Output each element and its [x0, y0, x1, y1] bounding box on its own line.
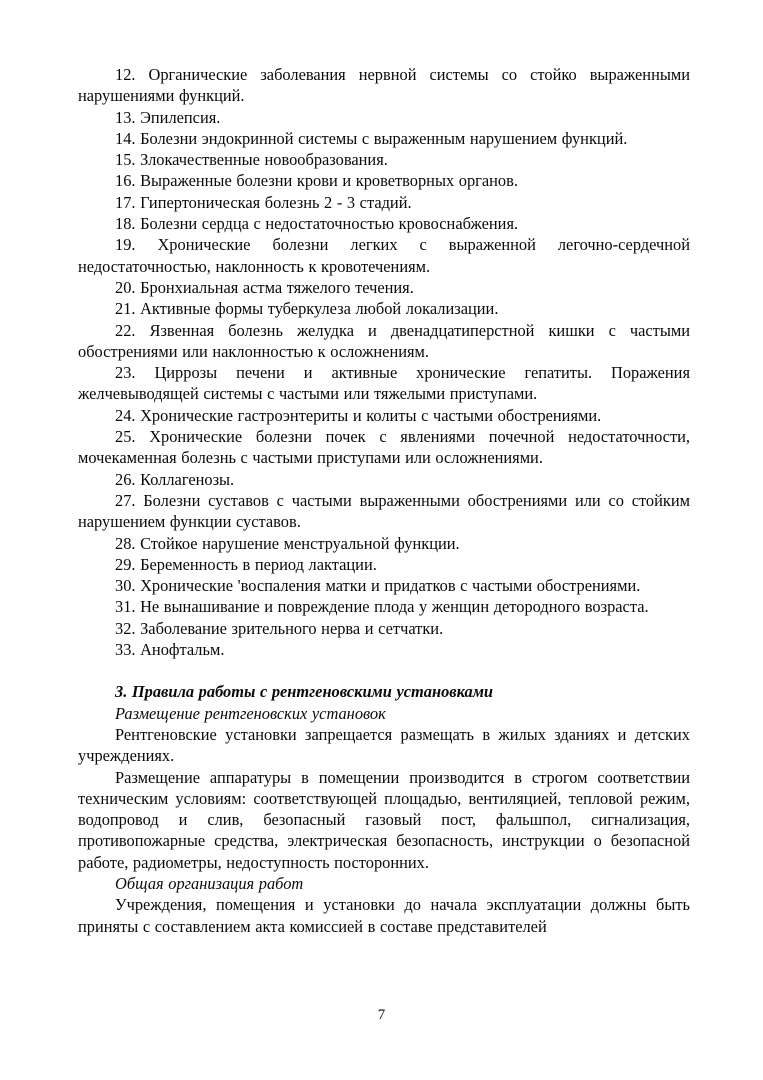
paragraph: Размещение аппаратуры в помещении производится в строгом соответствии техническим условиям: соответствующей площадью, вентиляцией, тепловой режим, водопровод и слив, безопасный газовый пост, фальшпол, сигнализация, противопожарные средства, электрическая безопасность, инструкции о безопасной работе, радиометры, недоступность посторонних.	[78, 767, 690, 872]
paragraph: Учреждения, помещения и установки до начала эксплуатации должны быть приняты с составлением акта комиссией в составе представителей	[78, 895, 690, 936]
paragraph: 16. Выраженные болезни крови и кроветворных органов.	[115, 171, 518, 191]
paragraph: Рентгеновские установки запрещается размещать в жилых зданиях и детских учреждениях.	[78, 724, 690, 766]
paragraph: 33. Анофтальм.	[115, 640, 225, 660]
paragraph: 27. Болезни суставов с частыми выраженными обострениями или со стойким нарушением функции суставов.	[78, 490, 690, 532]
paragraph: 13. Эпилепсия.	[115, 107, 221, 127]
paragraph: 21. Активные формы туберкулеза любой локализации.	[115, 299, 499, 319]
paragraph: 14. Болезни эндокринной системы с выраженным нарушением функций.	[115, 128, 628, 148]
paragraph: 32. Заболевание зрительного нерва и сетчатки.	[115, 618, 444, 638]
paragraph: 25. Хронические болезни почек с явлениями почечной недостаточности, мочекаменная болезнь с частыми приступами или осложнениями.	[78, 427, 690, 468]
paragraph: 15. Злокачественные новообразования.	[115, 150, 388, 170]
paragraph: 12. Органические заболевания нервной системы со стойко выраженными нарушениями функций.	[78, 65, 690, 106]
subsection-heading: Общая организация работ	[115, 873, 304, 893]
paragraph: 19. Хронические болезни легких с выраженной легочно-сердечной недостаточностью, наклонность к кровотечениям.	[78, 235, 690, 276]
page-number: 7	[377, 1007, 386, 1023]
paragraph: 22. Язвенная болезнь желудка и двенадцатиперстной кишки с частыми обострениями или наклонностью к осложнениям.	[78, 320, 690, 361]
paragraph: 20. Бронхиальная астма тяжелого течения.	[115, 277, 414, 297]
paragraph: 31. Не вынашивание и повреждение плода у женщин детородного возраста.	[115, 597, 649, 617]
paragraph: 23. Циррозы печени и активные хронические гепатиты. Поражения желчевыводящей системы с частыми или тяжелыми приступами.	[78, 363, 690, 404]
paragraph: 18. Болезни сердца с недостаточностью кровоснабжения.	[115, 214, 519, 234]
paragraph: 17. Гипертоническая болезнь 2 - 3 стадий.	[115, 192, 412, 212]
document-body	[78, 64, 690, 937]
section-heading: 3. Правила работы с рентгеновскими установками	[115, 682, 494, 702]
paragraph: 28. Стойкое нарушение менструальной функции.	[115, 533, 460, 553]
paragraph: 30. Хронические 'воспаления матки и придатков с частыми обострениями.	[115, 576, 641, 596]
paragraph: 29. Беременность в период лактации.	[115, 554, 377, 574]
paragraph: 26. Коллагенозы.	[115, 469, 235, 489]
paragraph: 24. Хронические гастроэнтериты и колиты с частыми обострениями.	[115, 405, 602, 425]
subsection-heading: Размещение рентгеновских установок	[115, 703, 386, 723]
